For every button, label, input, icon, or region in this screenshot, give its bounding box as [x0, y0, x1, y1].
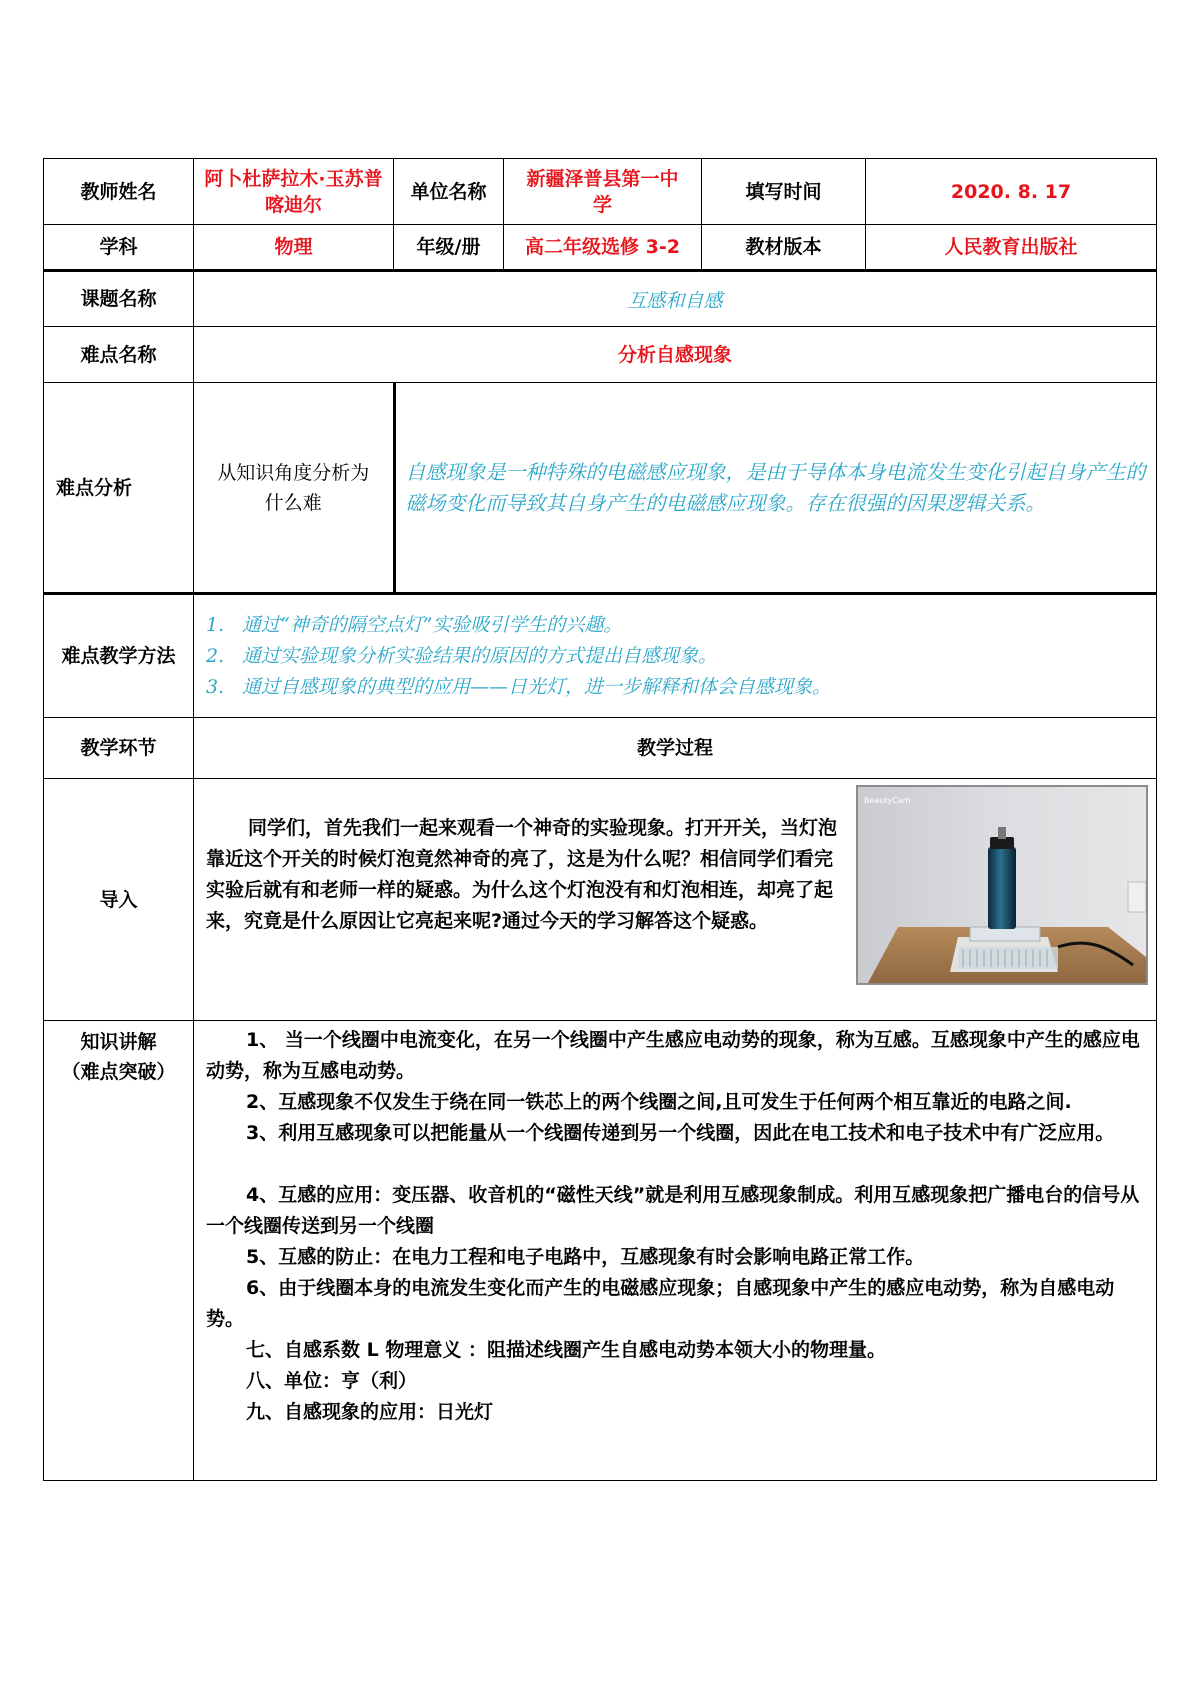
- time-value: 2020. 8. 17: [866, 159, 1157, 225]
- method-item: [206, 641, 1156, 672]
- knowledge-label-line1: 知识讲解: [80, 1031, 157, 1053]
- teacher-value: 阿卜杜萨拉木·玉苏普喀迪尔: [194, 159, 394, 225]
- subject-value: 物理: [194, 225, 394, 271]
- unit-label: 单位名称: [394, 159, 504, 225]
- difficulty-value: 分析自感现象: [194, 327, 1157, 383]
- knowledge-content: [194, 1021, 1157, 1481]
- grade-label: 年级/册: [394, 225, 504, 271]
- teacher-label: 教师姓名: [44, 159, 194, 225]
- intro-text: 同学们，首先我们一起来观看一个神奇的实验现象。打开开关，当灯泡靠近这个开关的时候灯泡竟然神奇的亮了，这是为什么呢？相信同学们看完实验后就有和老师一样的疑惑。为什么这个灯泡没有和灯泡相连，却亮了起来，究竟是什么原因让它亮起来呢?通过今天的学习解答这个疑惑。: [206, 817, 838, 932]
- edition-value: 人民教育出版社: [866, 225, 1157, 271]
- topic-row: [44, 271, 1157, 327]
- knowledge-paragraph: 九、自感现象的应用：日光灯: [246, 1401, 494, 1423]
- method-number: 2.: [206, 644, 225, 667]
- knowledge-paragraph: 1、 当一个线圈中电流变化，在另一个线圈中产生感应电动势的现象，称为互感。互感现象中产生的感应电动势，称为互感电动势。: [206, 1029, 1140, 1082]
- knowledge-paragraph: 6、由于线圈本身的电流发生变化而产生的电磁感应现象；自感现象中产生的感应电动势，称为自感电动势。: [206, 1277, 1115, 1330]
- method-item: [206, 610, 1156, 641]
- analysis-inner: [194, 383, 1156, 592]
- difficulty-row: [44, 327, 1157, 383]
- grade-value: 高二年级选修 3-2: [504, 225, 702, 271]
- experiment-photo: [856, 785, 1148, 985]
- intro-cell: [194, 779, 1157, 1021]
- knowledge-row: [44, 1021, 1157, 1481]
- methods-list: [194, 594, 1157, 718]
- lesson-plan-page: [43, 158, 1156, 1481]
- process-label: 教学环节: [44, 718, 194, 779]
- analysis-cell: [194, 383, 1157, 594]
- intro-row: [44, 779, 1157, 1021]
- method-number: 3.: [206, 675, 225, 698]
- lesson-plan-table: [43, 158, 1157, 1481]
- intro-label: 导入: [44, 779, 194, 1021]
- knowledge-paragraph: 5、互感的防止：在电力工程和电子电路中，互感现象有时会影响电路正常工作。: [246, 1246, 925, 1268]
- topic-label: 课题名称: [44, 271, 194, 327]
- tesla-coil-image: [858, 787, 1146, 983]
- header-row-1: [44, 159, 1157, 225]
- analysis-text: 自感现象是一种特殊的电磁感应现象，是由于导体本身电流发生变化引起自身产生的磁场变化而导致其自身产生的电磁感应现象。存在很强的因果逻辑关系。: [394, 383, 1156, 592]
- knowledge-blank-line: [206, 1149, 1144, 1180]
- analysis-label: 难点分析: [44, 383, 194, 594]
- method-item: [206, 672, 1156, 703]
- difficulty-label: 难点名称: [44, 327, 194, 383]
- topic-value: 互感和自感: [194, 271, 1157, 327]
- analysis-sub-label: 从知识角度分析为什么难: [217, 461, 370, 514]
- knowledge-label-line2: （难点突破）: [61, 1061, 176, 1083]
- knowledge-paragraph: 4、互感的应用：变压器、收音机的“磁性天线”就是利用互感现象制成。利用互感现象把广播电台的信号从一个线圈传送到另一个线圈: [206, 1184, 1140, 1237]
- time-label: 填写时间: [702, 159, 866, 225]
- subject-label: 学科: [44, 225, 194, 271]
- method-text: 通过实验现象分析实验结果的原因的方式提出自感现象。: [242, 644, 718, 667]
- knowledge-paragraph: 七、自感系数 L 物理意义 ：阻描述线圈产生自感电动势本领大小的物理量。: [246, 1339, 886, 1361]
- knowledge-paragraph: 3、利用互感现象可以把能量从一个线圈传递到另一个线圈，因此在电工技术和电子技术中有广泛应用。: [246, 1122, 1115, 1144]
- knowledge-label: [44, 1021, 194, 1481]
- analysis-row: [44, 383, 1157, 594]
- method-text: 通过自感现象的典型的应用——日光灯，进一步解释和体会自感现象。: [242, 675, 832, 698]
- photo-watermark: BeautyCam: [864, 796, 911, 805]
- unit-value: 新疆泽普县第一中学: [504, 159, 702, 225]
- method-number: 1.: [206, 613, 225, 636]
- header-row-2: [44, 225, 1157, 271]
- knowledge-paragraph: 八、单位：亨（利）: [246, 1370, 418, 1392]
- methods-row: [44, 594, 1157, 718]
- process-row: [44, 718, 1157, 779]
- knowledge-paragraph: 2、互感现象不仅发生于绕在同一铁芯上的两个线圈之间,且可发生于任何两个相互靠近的电路之间.: [246, 1091, 1072, 1113]
- process-value: 教学过程: [194, 718, 1157, 779]
- edition-label: 教材版本: [702, 225, 866, 271]
- methods-label: 难点教学方法: [44, 594, 194, 718]
- method-text: 通过“神奇的隔空点灯”实验吸引学生的兴趣。: [242, 613, 623, 636]
